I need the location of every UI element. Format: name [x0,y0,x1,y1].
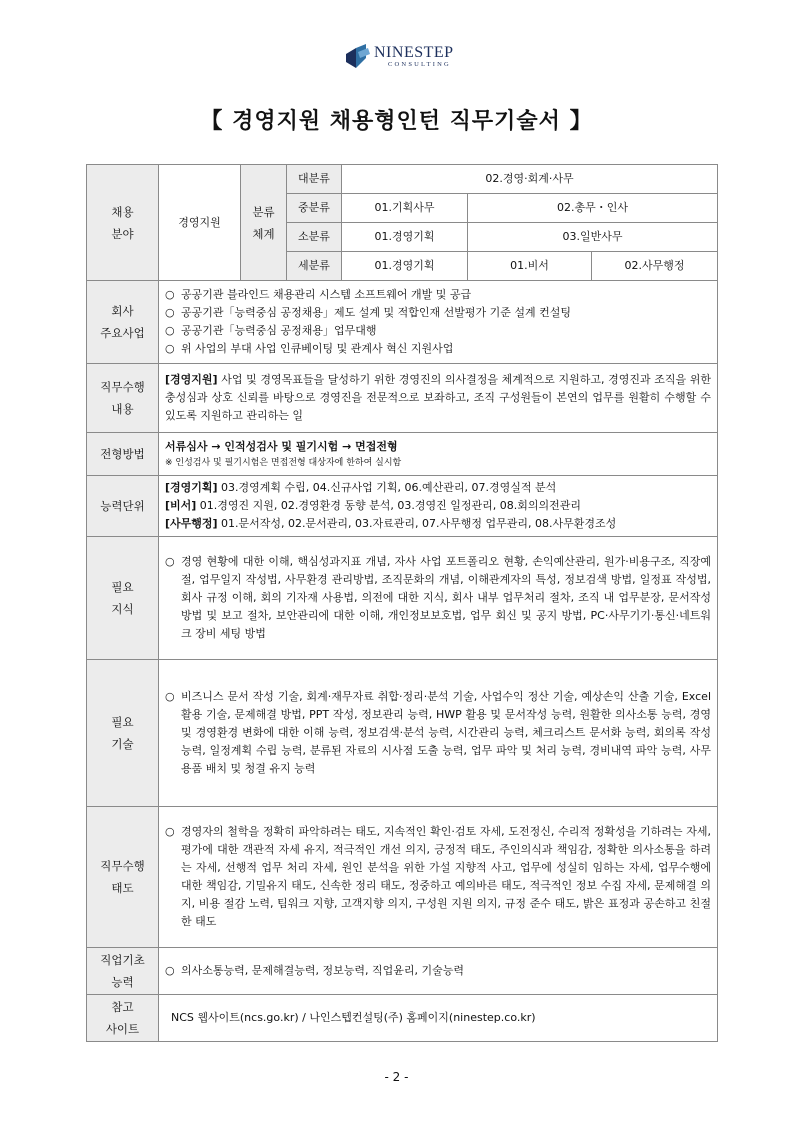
detail-class-3: 02.사무행정 [592,252,718,281]
company-logo [344,42,484,72]
attitude-label: 직무수행 태도 [87,807,159,948]
level-detail-label: 세분류 [287,252,342,281]
page-number: - 2 - [384,1070,409,1084]
ninestep-logo-icon [344,42,372,72]
detail-class-2: 01.비서 [468,252,592,281]
level-minor-label: 소분류 [287,223,342,252]
page-title: 【 경영지원 채용형인턴 직무기술서 】 [200,109,593,134]
level-middle-label: 중분류 [287,194,342,223]
company-label: 회사 주요사업 [87,281,159,364]
middle-class-2: 02.총무・인사 [468,194,718,223]
skill-label: 필요 기술 [87,660,159,807]
middle-class-1: 01.기획사무 [342,194,468,223]
ability-row: [경영기획] 03.경영계획 수립, 04.신규사업 기획, 06.예산관리, 07.경영실적 분석 [165,481,557,494]
knowledge-content: ○ 경영 현황에 대한 이해, 핵심성과지표 개념, 자사 사업 포트폴리오 현황, 손익예산관리, 원가·비용구조, 직장예절, 업무일지 작성법, 사무환경 관리방법, 조직문화의 개념, 이해관계자의 특성, 정보검색 방법, 일정표 작성법, 회사 규정 이해, 회의 기자재 사용법, 의전에 대한 지식, 회사 내부 업무처리 절차, 조직 내 업무분장, 문서작성 방법 및 보고 절차, 보안관리에 대한 이해, 개인정보보호법, 업무 회신 및 공지 방법, PC·사무기기·통신·네트워크 장비 세팅 방법 [159,537,718,660]
skill-content: ○ 비즈니스 문서 작성 기술, 회계·재무자료 취합·정리·분석 기술, 사업수익 정산 기술, 예상손익 산출 기술, Excel 활용 기술, 문제해결 방법, PPT 작성, 정보관리 능력, HWP 활용 및 문서작성 능력, 원활한 의사소통 능력, 경영 및 경영환경 변화에 대한 이해 능력, 정보검색·분석 능력, 시간관리 능력, 체크리스트 문서화 능력, 회의록 작성 능력, 일정계획 수립 능력, 분류된 자료의 시사점 도출 능력, 업무 파악 및 처리 능력, 경비내역 파악 능력, 사무용품 배치 및 청결 유지 능력 [159,660,718,807]
list-item: ○ 공공기관「능력중심 공정채용」제도 설계 및 적합인재 선발평가 기준 설계 컨설팅 [165,306,572,319]
process-content [159,433,718,476]
level-major-label: 대분류 [287,165,342,194]
reference-label: 참고 사이트 [87,995,159,1042]
basic-content: ○ 의사소통능력, 문제해결능력, 정보능력, 직업윤리, 기술능력 [159,948,718,995]
recruit-field: 경영지원 [159,165,241,281]
ability-units [159,476,718,537]
list-item: ○ 위 사업의 부대 사업 인큐베이팅 및 관계사 혁신 지원사업 [165,342,454,355]
system-label: 분류 체계 [241,165,287,281]
detail-class-1: 01.경영기획 [342,252,468,281]
duty-label: 직무수행 내용 [87,364,159,433]
minor-class-2: 03.일반사무 [468,223,718,252]
attitude-content: ○ 경영자의 철학을 정확히 파악하려는 태도, 지속적인 확인·검토 자세, 도전정신, 수리적 정확성을 기하려는 자세, 평가에 대한 객관적 자세 유지, 적극적인 개선 의지, 긍정적 태도, 주인의식과 책임감, 정확한 의사소통을 하려는 자세, 선행적 업무 처리 자세, 원인 분석을 위한 가설 지향적 사고, 업무에 성실히 임하는 자세, 업무수행에 대한 책임감, 기밀유지 태도, 신속한 정리 태도, 정중하고 예의바른 태도, 적극적인 정보 수집 자세, 문제해결 의지, 비용 절감 노력, 팀워크 지향, 고객지향 의지, 구성원 지원 의지, 규정 준수 태도, 밝은 표정과 공손하고 친절한 태도 [159,807,718,948]
basic-label: 직업기초 능력 [87,948,159,995]
list-item: ○ 공공기관「능력중심 공정채용」업무대행 [165,324,377,337]
ability-row: [비서] 01.경영진 지원, 02.경영환경 동향 분석, 03.경영진 일정관리, 08.회의의전관리 [165,499,582,512]
process-note: ※ 인성검사 및 필기시험은 면접전형 대상자에 한하여 실시함 [165,458,402,468]
process-steps: 서류심사 → 인적성검사 및 필기시험 → 면접전형 [165,440,398,453]
process-label: 전형방법 [87,433,159,476]
logo-brand-text: NINESTEP [374,44,454,61]
logo-sub-text: CONSULTING [388,61,451,68]
ability-row: [사무행정] 01.문서작성, 02.문서관리, 03.자료관리, 07.사무행정 업무관리, 08.사무환경조성 [165,517,617,530]
recruit-label: 채용 분야 [87,165,159,281]
duty-content: [경영지원] 사업 및 경영목표들을 달성하기 위한 경영진의 의사결정을 체계적으로 지원하고, 경영진과 조직을 위한 충성심과 상호 신뢰를 바탕으로 경영진을 전문적으로 보좌하고, 조직 구성원들이 본연의 업무를 원활히 수행할 수 있도록 지원하고 관리하는 일 [159,364,718,433]
job-description-table [86,164,718,1042]
list-item: ○ 공공기관 블라인드 채용관리 시스템 소프트웨어 개발 및 공급 [165,288,472,301]
knowledge-label: 필요 지식 [87,537,159,660]
major-class: 02.경영·회계·사무 [342,165,718,194]
reference-content: NCS 웹사이트(ncs.go.kr) / 나인스텝컨설팅(주) 홈페이지(ninestep.co.kr) [159,995,718,1042]
minor-class-1: 01.경영기획 [342,223,468,252]
ability-label: 능력단위 [87,476,159,537]
company-business [159,281,718,364]
